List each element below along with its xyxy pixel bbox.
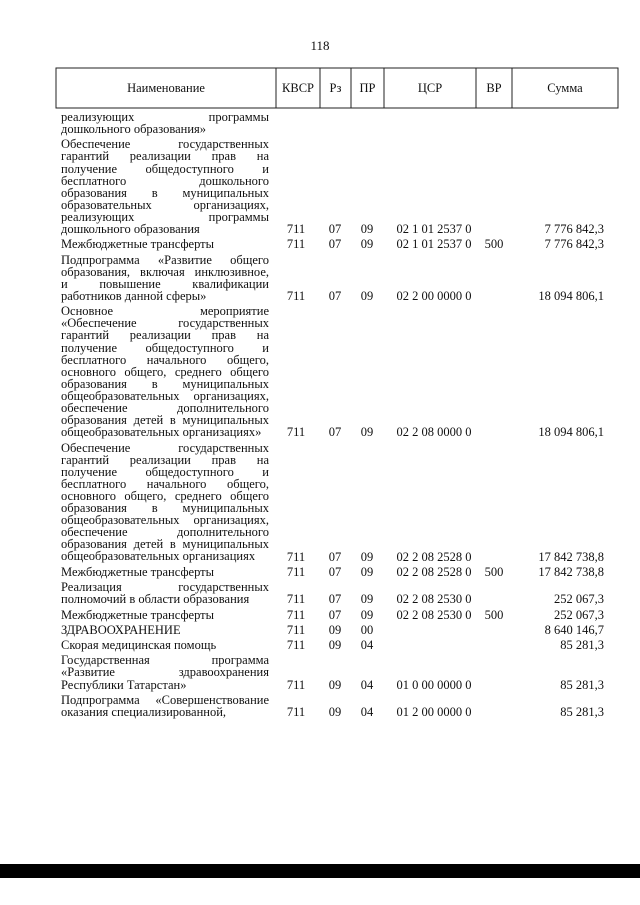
cell-csr: 02 2 00 0000 0 [396, 289, 472, 303]
row-name-line: Межбюджетные трансферты [61, 607, 215, 622]
cell-vr: 500 [484, 237, 504, 252]
row-name-line: «Обеспечение государственных [61, 316, 269, 331]
cell-csr: 02 1 01 2537 0 [396, 222, 472, 237]
row-name-line: «Развитие здравоохранения [61, 665, 269, 680]
row-name-line: получение общедоступного и [61, 464, 269, 479]
row-name-line: гарантий реализации прав на [61, 328, 269, 343]
row-name [61, 305, 269, 438]
header-rz: Рз [329, 80, 342, 95]
cell-kvsr: 711 [286, 638, 306, 653]
cell-pr: 09 [360, 564, 374, 579]
cell-sum: 17 842 738,8 [538, 564, 604, 579]
row-name-line: образования детей в муниципальных [61, 537, 269, 552]
row-name-line: образования в муниципальных [61, 501, 269, 516]
row-name-line: работников данной сферы» [61, 288, 207, 303]
row-name [61, 609, 269, 621]
cell-rz: 07 [328, 289, 342, 303]
row-name-line: Межбюджетные трансферты [61, 564, 215, 579]
row-name [61, 694, 269, 718]
cell-vr: 500 [484, 607, 504, 622]
cell-sum: 7 776 842,3 [544, 237, 604, 252]
row-name-line: Скорая медицинская помощь [61, 638, 217, 653]
row-name-line: основного общего, среднего общего [61, 488, 269, 503]
cell-kvsr: 711 [286, 607, 306, 622]
cell-rz: 07 [328, 425, 342, 440]
row-name-line: Подпрограмма «Развитие общего [61, 252, 269, 267]
cell-pr: 09 [360, 425, 374, 440]
header-pr: ПР [359, 80, 376, 95]
cell-kvsr: 711 [286, 677, 306, 692]
cell-rz: 09 [328, 705, 342, 719]
cell-csr: 02 2 08 2528 0 [396, 549, 472, 564]
cell-pr: 09 [360, 237, 374, 252]
cell-rz: 09 [328, 622, 342, 637]
cell-rz: 07 [328, 237, 342, 252]
cell-pr: 04 [360, 638, 374, 653]
row-name [61, 624, 269, 636]
cell-csr: 02 1 01 2537 0 [396, 237, 472, 252]
cell-kvsr: 711 [286, 705, 306, 719]
row-name-line: гарантий реализации прав на [61, 149, 269, 164]
cell-sum: 85 281,3 [560, 638, 604, 653]
cell-rz: 07 [328, 592, 342, 607]
header-kvsr: КВСР [282, 80, 314, 95]
row-name-line: бесплатного начального общего, [61, 352, 269, 367]
cell-pr: 09 [360, 592, 374, 607]
row-name-line: получение общедоступного и [61, 161, 269, 176]
cell-sum: 18 094 806,1 [538, 425, 604, 440]
header-csr: ЦСР [417, 80, 443, 95]
row-name-line: гарантий реализации прав на [61, 452, 269, 467]
cell-kvsr: 711 [286, 564, 306, 579]
cell-csr: 02 2 08 2530 0 [396, 592, 472, 607]
row-name-line: Основное мероприятие [61, 304, 269, 319]
cell-pr: 00 [360, 622, 374, 637]
row-name-line: Обеспечение государственных [61, 440, 269, 455]
row-name-line: образования в муниципальных [61, 185, 269, 200]
cell-sum: 85 281,3 [560, 677, 604, 692]
cell-csr: 01 2 00 0000 0 [396, 705, 472, 719]
row-name-line: Обеспечение государственных [61, 137, 269, 152]
row-name [61, 138, 269, 235]
row-name-line: Реализация государственных [61, 580, 269, 595]
cell-kvsr: 711 [286, 289, 306, 303]
cell-pr: 04 [360, 677, 374, 692]
cell-pr: 04 [360, 705, 374, 719]
page-number: 118 [310, 38, 330, 53]
row-name [61, 581, 269, 605]
cell-csr: 01 0 00 0000 0 [396, 677, 472, 692]
row-name-line: Подпрограмма «Совершенствование [61, 692, 269, 707]
cell-vr: 500 [484, 564, 504, 579]
row-name-line: общеобразовательных организациях, [61, 513, 269, 528]
cell-rz: 07 [328, 607, 342, 622]
cell-kvsr: 711 [286, 549, 306, 564]
row-name-line: образовательных организациях, [61, 197, 269, 212]
row-name-line: бесплатного начального общего, [61, 476, 269, 491]
cell-rz: 07 [328, 564, 342, 579]
row-name-line: общеобразовательных организациях, [61, 388, 269, 403]
scan-edge-bar [0, 864, 640, 878]
cell-pr: 09 [360, 289, 374, 303]
row-name-line: получение общедоступного и [61, 340, 269, 355]
row-name [61, 238, 269, 250]
cell-kvsr: 711 [286, 592, 306, 607]
row-name-line: общеобразовательных организациях» [61, 425, 262, 440]
row-name-line: общеобразовательных организациях [61, 549, 256, 564]
row-name-line: образования в муниципальных [61, 376, 269, 391]
cell-sum: 8 640 146,7 [544, 622, 604, 637]
cell-sum: 252 067,3 [554, 592, 604, 607]
row-name-line: Межбюджетные трансферты [61, 237, 215, 252]
row-name-line: Государственная программа [61, 653, 269, 668]
cell-kvsr: 711 [286, 222, 306, 237]
cell-pr: 09 [360, 607, 374, 622]
cell-sum: 17 842 738,8 [538, 549, 604, 564]
cell-kvsr: 711 [286, 622, 306, 637]
row-name-line: оказания специализированной, [61, 704, 227, 719]
cell-pr: 09 [360, 222, 374, 237]
cell-kvsr: 711 [286, 237, 306, 252]
row-name-line: образования детей в муниципальных [61, 413, 269, 428]
row-name-line: реализующих программы [61, 209, 269, 224]
cell-sum: 85 281,3 [560, 705, 604, 719]
cell-csr: 02 2 08 2530 0 [396, 607, 472, 622]
cell-sum: 7 776 842,3 [544, 222, 604, 237]
header-name: Наименование [127, 80, 205, 95]
row-name-line: обеспечение дополнительного [61, 401, 269, 416]
row-name-line: ЗДРАВООХРАНЕНИЕ [61, 622, 181, 637]
row-name-line: и повышение квалификации [61, 276, 269, 291]
cell-csr: 02 2 08 2528 0 [396, 564, 472, 579]
row-name-line: дошкольного образования» [61, 122, 207, 137]
cell-sum: 18 094 806,1 [538, 289, 604, 303]
row-name-line: образования, включая инклюзивное, [61, 264, 269, 279]
row-name [61, 442, 269, 563]
row-name-line: бесплатного дошкольного [61, 173, 269, 188]
row-name-line: Республики Татарстан» [61, 677, 187, 692]
cell-rz: 09 [328, 638, 342, 653]
header-sum: Сумма [547, 80, 583, 95]
row-name [61, 639, 269, 651]
row-name-line: обеспечение дополнительного [61, 525, 269, 540]
cell-pr: 09 [360, 549, 374, 564]
row-name [61, 654, 269, 690]
cell-csr: 02 2 08 0000 0 [396, 425, 472, 440]
row-name [61, 111, 269, 135]
row-name [61, 254, 269, 302]
cell-kvsr: 711 [286, 425, 306, 440]
row-name [61, 566, 269, 578]
cell-rz: 07 [328, 549, 342, 564]
row-name-line: основного общего, среднего общего [61, 364, 269, 379]
cell-rz: 07 [328, 222, 342, 237]
row-name-line: реализующих программы [61, 110, 269, 124]
row-name-line: полномочий в области образования [61, 592, 250, 607]
cell-sum: 252 067,3 [554, 607, 604, 622]
header-vr: ВР [486, 80, 502, 95]
cell-rz: 09 [328, 677, 342, 692]
row-name-line: дошкольного образования [61, 222, 200, 237]
